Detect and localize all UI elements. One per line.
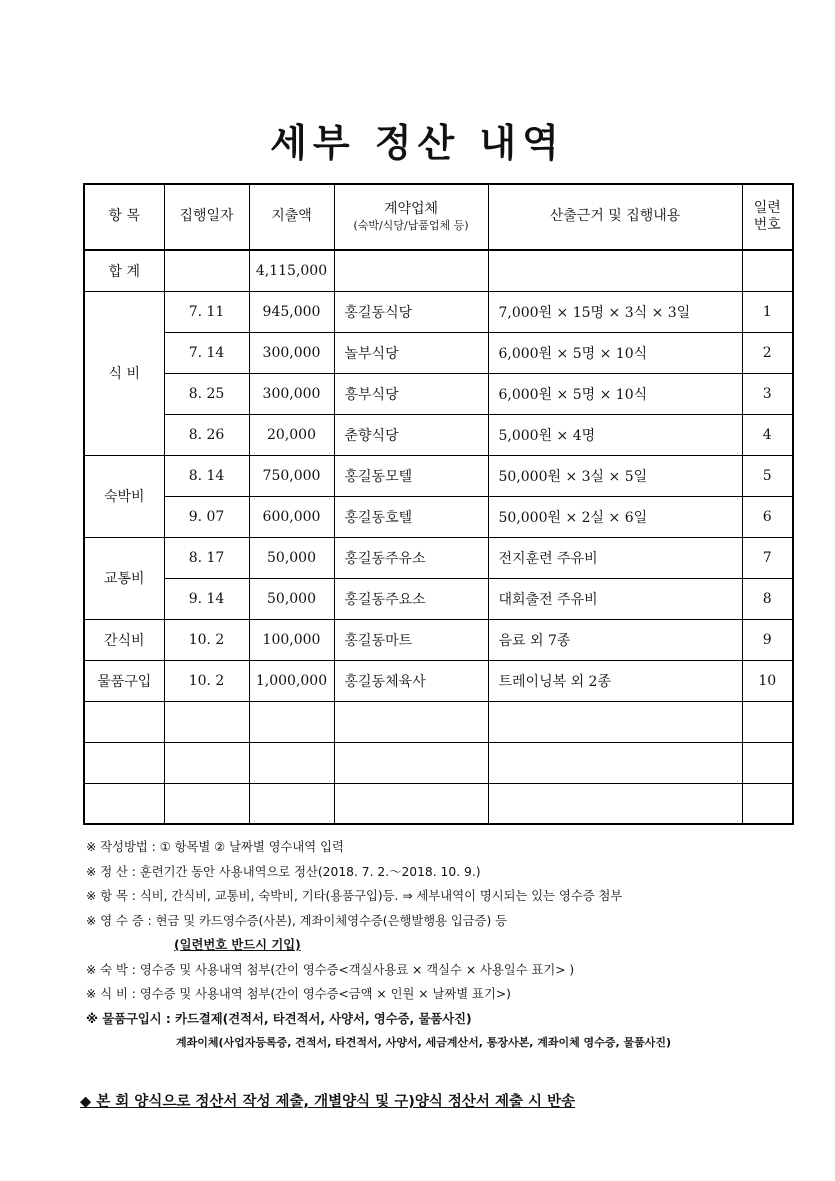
row-vendor: 홍길동주요소 xyxy=(334,578,488,619)
empty-cell xyxy=(249,701,334,742)
row-no: 6 xyxy=(742,496,793,537)
row-no: 5 xyxy=(742,455,793,496)
row-amount: 300,000 xyxy=(249,332,334,373)
empty-row xyxy=(84,742,793,783)
row-vendor: 춘향식당 xyxy=(334,414,488,455)
header-date: 집행일자 xyxy=(164,184,249,250)
total-label: 합 계 xyxy=(84,250,164,291)
empty-row xyxy=(84,783,793,824)
group-goods: 물품구입 xyxy=(84,660,164,701)
header-vendor-main: 계약업체 xyxy=(383,201,439,218)
row-date: 7. 11 xyxy=(164,291,249,332)
row-amount: 300,000 xyxy=(249,373,334,414)
empty-cell xyxy=(742,783,793,824)
page-title: 세부 정산 내역 xyxy=(270,121,565,165)
row-basis: 트레이닝복 외 2종 xyxy=(488,660,742,701)
table-row xyxy=(84,619,793,660)
row-vendor: 홍길동마트 xyxy=(334,619,488,660)
row-amount: 945,000 xyxy=(249,291,334,332)
table-row xyxy=(84,373,793,414)
total-date-cell xyxy=(164,250,249,291)
table-row xyxy=(84,291,793,332)
total-vendor-cell xyxy=(334,250,488,291)
table-row xyxy=(84,414,793,455)
row-basis: 50,000원 × 3실 × 5일 xyxy=(488,455,742,496)
total-row xyxy=(84,250,793,291)
table-row xyxy=(84,332,793,373)
header-serial-line2: 번호 xyxy=(753,217,781,233)
empty-cell xyxy=(488,701,742,742)
empty-cell xyxy=(164,742,249,783)
empty-cell xyxy=(84,742,164,783)
row-no: 8 xyxy=(742,578,793,619)
row-no: 3 xyxy=(742,373,793,414)
note-method: ※ 작성방법 : ① 항목별 ② 날짜별 영수내역 입력 xyxy=(86,840,344,854)
row-vendor: 홍길동주유소 xyxy=(334,537,488,578)
note-items: ※ 항 목 : 식비, 간식비, 교통비, 숙박비, 기타(용품구입)등. ⇒ 세부내역이 명시되는 있는 영수증 첨부 xyxy=(86,889,623,903)
row-basis: 전지훈련 주유비 xyxy=(488,537,742,578)
row-amount: 100,000 xyxy=(249,619,334,660)
empty-cell xyxy=(334,742,488,783)
header-serial xyxy=(742,184,793,250)
row-basis: 대회출전 주유비 xyxy=(488,578,742,619)
group-lodging: 숙박비 xyxy=(84,455,164,537)
empty-cell xyxy=(84,701,164,742)
total-amount: 4,115,000 xyxy=(249,250,334,291)
row-date: 8. 14 xyxy=(164,455,249,496)
empty-cell xyxy=(488,783,742,824)
row-no: 1 xyxy=(742,291,793,332)
note-receipt-serial-text: (일련번호 반드시 기입) xyxy=(174,938,301,952)
row-amount: 750,000 xyxy=(249,455,334,496)
row-amount: 20,000 xyxy=(249,414,334,455)
table-row xyxy=(84,537,793,578)
row-vendor: 흥부식당 xyxy=(334,373,488,414)
total-basis-cell xyxy=(488,250,742,291)
empty-cell xyxy=(334,783,488,824)
row-basis: 50,000원 × 2실 × 6일 xyxy=(488,496,742,537)
footer-notice: ◆ 본 회 양식으로 정산서 작성 제출, 개별양식 및 구)양식 정산서 제출 시 반송 xyxy=(80,1094,576,1110)
row-date: 10. 2 xyxy=(164,619,249,660)
empty-cell xyxy=(164,701,249,742)
empty-cell xyxy=(249,742,334,783)
row-amount: 600,000 xyxy=(249,496,334,537)
note-goods: ※ 물품구입시 : 카드결제(견적서, 타견적서, 사양서, 영수증, 물품사진) xyxy=(86,1011,472,1026)
row-basis: 5,000원 × 4명 xyxy=(488,414,742,455)
total-no-cell xyxy=(742,250,793,291)
note-receipt: ※ 영 수 증 : 현금 및 카드영수증(사본), 계좌이체영수증(은행발행용 입금증) 등 xyxy=(86,913,508,928)
header-amount: 지출액 xyxy=(249,184,334,250)
note-receipt-serial xyxy=(86,933,806,958)
group-meal: 식 비 xyxy=(84,291,164,455)
header-item: 항 목 xyxy=(84,184,164,250)
row-no: 2 xyxy=(742,332,793,373)
row-date: 9. 07 xyxy=(164,496,249,537)
empty-cell xyxy=(488,742,742,783)
row-date: 8. 25 xyxy=(164,373,249,414)
table-header-row xyxy=(84,184,793,250)
row-date: 7. 14 xyxy=(164,332,249,373)
row-vendor: 놀부식당 xyxy=(334,332,488,373)
empty-cell xyxy=(249,783,334,824)
empty-cell xyxy=(742,742,793,783)
table-row xyxy=(84,660,793,701)
row-vendor: 홍길동호텔 xyxy=(334,496,488,537)
empty-cell xyxy=(84,783,164,824)
row-basis: 6,000원 × 5명 × 10식 xyxy=(488,373,742,414)
empty-cell xyxy=(742,701,793,742)
row-vendor: 홍길동식당 xyxy=(334,291,488,332)
row-basis: 음료 외 7종 xyxy=(488,619,742,660)
row-date: 10. 2 xyxy=(164,660,249,701)
row-vendor: 홍길동모텔 xyxy=(334,455,488,496)
note-meal: ※ 식 비 : 영수증 및 사용내역 첨부(간이 영수증<금액 × 인원 × 날짜별 표기>) xyxy=(86,987,511,1001)
group-transport: 교통비 xyxy=(84,537,164,619)
header-vendor-sub: (숙박/식당/납품업체 등) xyxy=(353,218,469,232)
empty-cell xyxy=(164,783,249,824)
row-basis: 7,000원 × 15명 × 3식 × 3일 xyxy=(488,291,742,332)
row-basis: 6,000원 × 5명 × 10식 xyxy=(488,332,742,373)
note-lodging: ※ 숙 박 : 영수증 및 사용내역 첨부(간이 영수증<객실사용료 × 객실수 × 사용일수 표기> ) xyxy=(86,962,575,977)
row-no: 4 xyxy=(742,414,793,455)
row-amount: 50,000 xyxy=(249,578,334,619)
row-date: 8. 17 xyxy=(164,537,249,578)
notes-section xyxy=(86,835,806,1056)
row-amount: 1,000,000 xyxy=(249,660,334,701)
row-no: 10 xyxy=(742,660,793,701)
row-date: 9. 14 xyxy=(164,578,249,619)
row-amount: 50,000 xyxy=(249,537,334,578)
table-row xyxy=(84,578,793,619)
row-no: 7 xyxy=(742,537,793,578)
row-vendor: 홍길동체육사 xyxy=(334,660,488,701)
header-basis: 산출근거 및 집행내용 xyxy=(488,184,742,250)
note-settlement: ※ 정 산 : 훈련기간 동안 사용내역으로 정산(2018. 7. 2.～2018. 10. 9.) xyxy=(86,864,481,879)
header-vendor xyxy=(334,184,488,250)
header-serial-line1: 일련 xyxy=(753,199,781,216)
table-row xyxy=(84,496,793,537)
note-goods-transfer: 계좌이체(사업자등록증, 견적서, 타견적서, 사양서, 세금계산서, 통장사본, 계좌이체 영수증, 물품사진) xyxy=(176,1036,671,1049)
settlement-table xyxy=(83,183,794,825)
empty-row xyxy=(84,701,793,742)
row-date: 8. 26 xyxy=(164,414,249,455)
empty-cell xyxy=(334,701,488,742)
group-snack: 간식비 xyxy=(84,619,164,660)
table-row xyxy=(84,455,793,496)
row-no: 9 xyxy=(742,619,793,660)
